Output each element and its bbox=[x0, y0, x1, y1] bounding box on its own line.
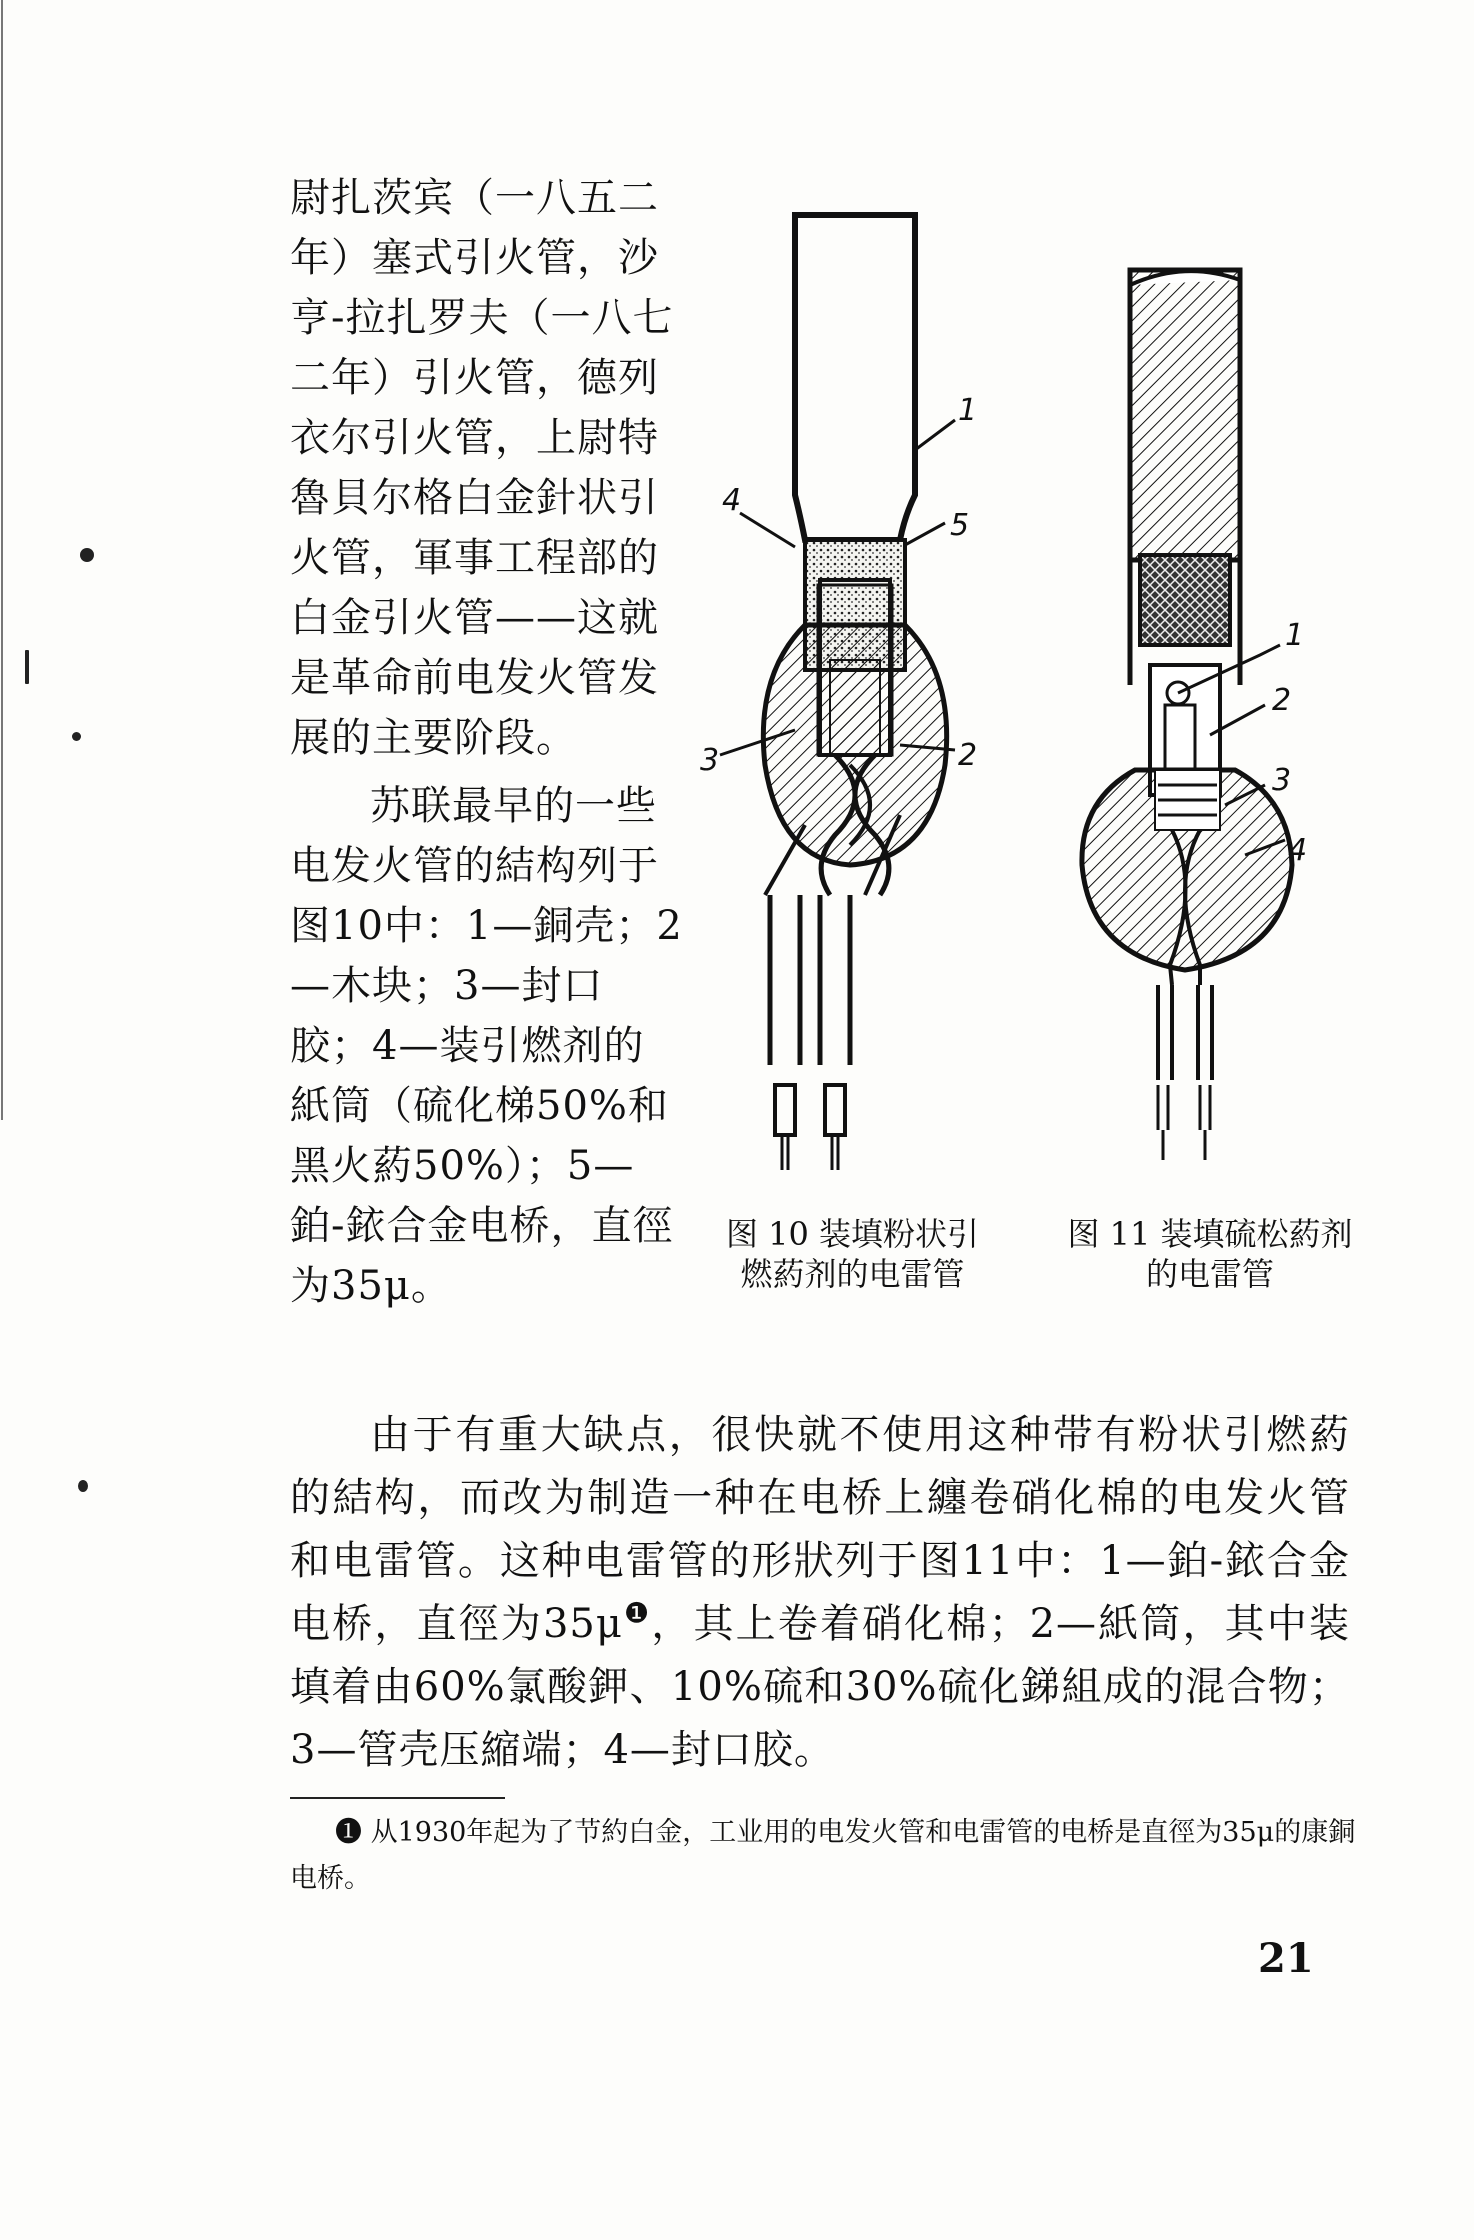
main-paragraph bbox=[290, 1404, 1350, 1782]
figure-10-label-1: 1 bbox=[958, 393, 978, 428]
footnote-text: 从1930年起为了节約白金，工业用的电发火管和电雷管的电桥是直徑为35μ的康銅电桥。 bbox=[290, 1817, 1356, 1894]
footnote-divider bbox=[290, 1797, 505, 1799]
scan-speck bbox=[1, 0, 3, 1120]
copper-shell bbox=[795, 215, 915, 540]
scan-speck bbox=[25, 650, 29, 684]
scan-speck bbox=[72, 732, 81, 741]
figure-11-label-2: 2 bbox=[1272, 683, 1292, 718]
main-paragraph-text-1: 由于有重大缺点，很快就不使用这种带有粉状引燃葯的結构，而改为制造一种在电桥上纏卷硝化棉的电发火管和电雷管。这种电雷管的形狀列于图11中：1—鉑-銥合金电桥，直徑为35μ bbox=[290, 1412, 1350, 1647]
figure-10-label-4: 4 bbox=[722, 483, 742, 518]
mixture-block bbox=[1140, 555, 1230, 645]
footnote-reference-marker: ❶ bbox=[622, 1596, 652, 1630]
figure-11-label-3: 3 bbox=[1272, 763, 1292, 798]
figure-11-label-4: 4 bbox=[1288, 833, 1308, 868]
figure-11-diagram bbox=[1060, 265, 1330, 1165]
page-number: 21 bbox=[1258, 1935, 1314, 1982]
footnote-marker: ❶ bbox=[335, 1817, 362, 1848]
figure-10-label-5: 5 bbox=[950, 508, 970, 543]
figure-11-label-1: 1 bbox=[1285, 618, 1305, 653]
footnote bbox=[290, 1810, 1360, 1902]
scan-speck bbox=[78, 1480, 88, 1492]
column-paragraph-1: 尉扎茨宾（一八五二年）塞式引火管，沙亨-拉扎罗夫（一八七二年）引火管，德列衣尔引火管，上尉特魯貝尔格白金針状引火管，軍事工程部的白金引火管——这就是革命前电发火管发展的主要阶段。 bbox=[290, 175, 674, 761]
column-paragraph-2: 苏联最早的一些电发火管的結构列于图10中：1—銅壳；2—木块；3—封口胶；4—装引燃剂的紙筒（硫化梯50%和黑火葯50%）；5—鉑-銥合金电桥，直徑为35μ。 bbox=[290, 783, 683, 1309]
figure-10-diagram bbox=[700, 205, 990, 1180]
sealing-bulb bbox=[763, 625, 946, 865]
figure-10-label-2: 2 bbox=[958, 738, 978, 773]
scan-speck bbox=[80, 548, 94, 562]
tube-shell bbox=[1130, 270, 1240, 560]
column-text bbox=[290, 168, 685, 1316]
figure-11-caption: 图 11 装填硫松葯剂的电雷管 bbox=[1067, 1215, 1353, 1293]
main-paragraph-text-2: ，其上卷着硝化棉；2—紙筒，其中装填着由60%氯酸鉀、10%硫和30%硫化銻組成的混合物；3—管壳压縮端；4—封口胶。 bbox=[290, 1601, 1350, 1773]
figure-10-caption: 图 10 装填粉状引燃葯剂的电雷管 bbox=[725, 1215, 980, 1293]
figure-10-label-3: 3 bbox=[700, 743, 720, 778]
